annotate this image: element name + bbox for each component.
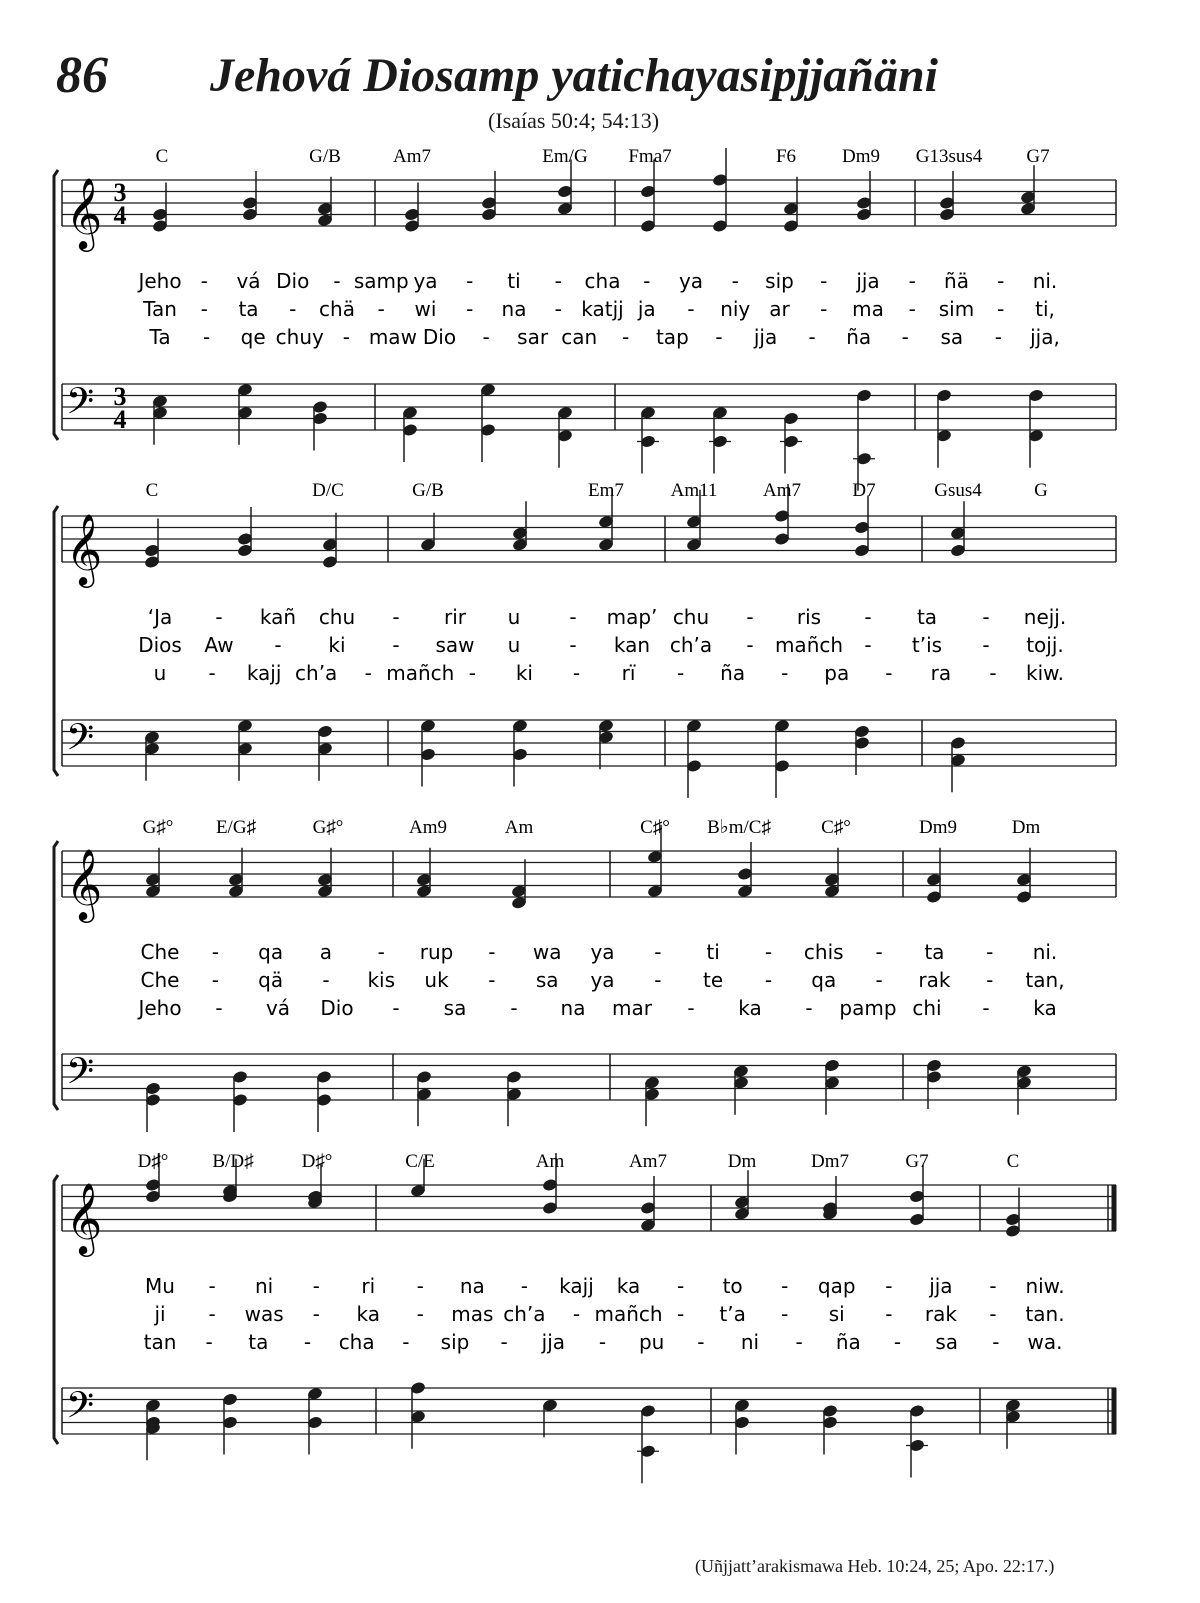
treble-clef: 𝄞 [65, 176, 103, 249]
treble-clef: 𝄞 [65, 1181, 103, 1254]
lyric-syllable: ti [507, 269, 521, 293]
lyric-hyphen: - [994, 325, 1003, 349]
lyric-hyphen: - [997, 297, 1005, 321]
lyric-hyphen: - [322, 968, 330, 992]
bass-clef: 𝄢 [65, 1384, 95, 1436]
lyric-hyphen: - [746, 633, 754, 657]
lyric-hyphen: - [820, 297, 828, 321]
lyric-syllable: Che [140, 968, 180, 992]
lyric-syllable: ja [637, 297, 656, 321]
lyric-syllable: can [561, 325, 598, 349]
lyric-syllable: na [501, 297, 527, 321]
chord-symbol: E/G♯ [215, 817, 257, 838]
lyric-syllable: katjj [581, 297, 624, 321]
lyric-syllable: pamp [839, 996, 897, 1020]
lyric-syllable: a [319, 940, 333, 964]
lyric-hyphen: - [215, 996, 223, 1020]
chord-symbol: Am [504, 817, 534, 838]
lyric-syllable: na [459, 1274, 485, 1298]
lyric-hyphen: - [208, 1302, 216, 1326]
chord-symbol: Am7 [763, 480, 801, 501]
lyric-hyphen: - [764, 940, 773, 964]
lyric-hyphen: - [211, 968, 219, 992]
lyric-hyphen: - [554, 269, 562, 293]
lyric-syllable: ta [924, 940, 945, 964]
chord-symbol: Fma7 [628, 146, 672, 167]
system-bracket [54, 1175, 58, 1444]
lyric-hyphen: - [676, 1274, 685, 1298]
chord-symbol: C [1006, 1151, 1020, 1172]
chord-symbol: C♯° [640, 817, 670, 838]
lyric-hyphen: - [598, 1330, 607, 1354]
lyric-syllable: ñä [944, 269, 969, 293]
chord-symbol: Dm [1011, 817, 1041, 838]
chord-symbol: Dm7 [811, 1151, 849, 1172]
lyric-syllable: Jeho [138, 269, 182, 293]
lyric-syllable: mañch [386, 661, 455, 685]
lyric-hyphen: - [764, 968, 773, 992]
lyric-hyphen: - [908, 297, 916, 321]
lyric-hyphen: - [864, 605, 872, 629]
lyric-syllable: Ta [149, 325, 171, 349]
lyric-hyphen: - [885, 661, 893, 685]
bass-clef: 𝄢 [65, 1050, 95, 1102]
lyric-syllable: tan [143, 1330, 177, 1354]
lyric-syllable: kiw. [1025, 661, 1065, 685]
lyric-syllable: ti, [1035, 297, 1055, 321]
lyric-hyphen: - [986, 940, 994, 964]
lyric-hyphen: - [482, 325, 490, 349]
lyric-hyphen: - [746, 605, 754, 629]
lyric-syllable: sip [440, 1330, 470, 1354]
lyric-hyphen: - [795, 1330, 803, 1354]
chord-symbol: F6 [775, 146, 797, 167]
lyric-syllable: ya [413, 269, 438, 293]
lyric-hyphen: - [654, 968, 662, 992]
chord-symbol: G13sus4 [915, 146, 983, 167]
lyric-syllable: kajj [246, 661, 282, 685]
lyric-syllable: chi [912, 996, 942, 1020]
lyric-syllable: ti [706, 940, 720, 964]
chord-symbol: D/C [312, 480, 344, 501]
lyric-syllable: to [722, 1274, 743, 1298]
chord-symbol: G♯° [312, 817, 344, 838]
lyric-hyphen: - [510, 996, 518, 1020]
system-bracket [54, 506, 58, 776]
lyric-syllable: cha [584, 269, 621, 293]
lyric-syllable: ña [846, 325, 872, 349]
lyric-syllable: tap [655, 325, 689, 349]
lyric-syllable: Mu [145, 1274, 175, 1298]
lyric-hyphen: - [781, 661, 789, 685]
chord-symbol: G7 [905, 1151, 929, 1172]
lyric-syllable: sa [535, 968, 559, 992]
lyric-syllable: ña [720, 661, 746, 685]
lyric-syllable: qe [240, 325, 266, 349]
chord-symbol: Am11 [670, 480, 718, 501]
lyric-syllable: ya [590, 940, 615, 964]
lyric-hyphen: - [303, 1330, 312, 1354]
lyric-syllable: tan. [1025, 1302, 1065, 1326]
lyric-syllable: jja [929, 1274, 953, 1298]
lyric-syllable: ni [255, 1274, 274, 1298]
lyric-syllable: chä [319, 297, 355, 321]
lyric-syllable: mas [451, 1302, 494, 1326]
lyric-syllable: cha [338, 1330, 375, 1354]
lyric-syllable: jja [753, 325, 778, 349]
lyric-hyphen: - [989, 661, 997, 685]
lyric-hyphen: - [312, 1302, 320, 1326]
lyric-syllable: ki [328, 633, 346, 657]
lyric-syllable: ta [248, 1330, 269, 1354]
lyric-hyphen: - [997, 269, 1005, 293]
lyric-syllable: Aw [204, 633, 234, 657]
treble-clef: 𝄞 [65, 847, 103, 920]
lyric-syllable: ka [1033, 996, 1057, 1020]
lyric-hyphen: - [392, 996, 400, 1020]
lyric-hyphen: - [805, 996, 813, 1020]
lyric-syllable: pa [824, 661, 850, 685]
lyric-syllable: Dio [276, 269, 310, 293]
lyric-syllable: chuy [275, 325, 324, 349]
chord-symbol: C [155, 146, 169, 167]
lyric-syllable: chis [803, 940, 844, 964]
lyric-syllable: ‘Ja [147, 605, 173, 629]
lyric-hyphen: - [908, 269, 916, 293]
hymn-number: 86 [56, 47, 108, 104]
lyric-hyphen: - [377, 297, 385, 321]
lyric-syllable: sa [940, 325, 964, 349]
lyric-hyphen: - [466, 269, 474, 293]
lyric-hyphen: - [781, 1302, 789, 1326]
lyric-syllable: kañ [259, 605, 297, 629]
chord-symbol: Am9 [409, 817, 447, 838]
chord-symbol: G♯° [142, 817, 174, 838]
lyric-hyphen: - [333, 269, 341, 293]
lyric-hyphen: - [986, 968, 994, 992]
lyric-hyphen: - [289, 297, 297, 321]
lyric-syllable: wa. [1027, 1330, 1063, 1354]
lyric-hyphen: - [885, 1274, 893, 1298]
lyric-hyphen: - [392, 605, 400, 629]
lyric-syllable: si [828, 1302, 845, 1326]
lyric-syllable: ka [616, 1274, 641, 1298]
lyric-syllable: ña [835, 1330, 861, 1354]
lyric-syllable: rï [621, 661, 636, 685]
chord-symbol: G7 [1026, 146, 1050, 167]
lyric-hyphen: - [342, 325, 350, 349]
lyric-hyphen: - [569, 605, 577, 629]
chord-symbol: Dm [727, 1151, 757, 1172]
lyric-syllable: chu [318, 605, 356, 629]
lyric-syllable: t’is [911, 633, 943, 657]
lyric-syllable: mañch [594, 1302, 663, 1326]
lyric-hyphen: - [875, 940, 883, 964]
lyric-hyphen: - [989, 1274, 997, 1298]
lyric-hyphen: - [202, 325, 211, 349]
lyric-syllable: ch’a [669, 633, 713, 657]
lyric-syllable: qa [811, 968, 837, 992]
lyric-hyphen: - [875, 968, 883, 992]
lyric-syllable: Tan [143, 297, 177, 321]
lyric-hyphen: - [885, 1302, 893, 1326]
lyric-hyphen: - [572, 661, 581, 685]
lyric-syllable: ch’a [295, 661, 338, 685]
chord-symbol: B/D♯ [212, 1151, 254, 1172]
lyric-syllable: wi [414, 297, 437, 321]
lyric-syllable: ri [361, 1274, 376, 1298]
lyric-hyphen: - [520, 1274, 529, 1298]
lyric-syllable: rir [443, 605, 467, 629]
lyric-syllable: te [703, 968, 724, 992]
lyric-hyphen: - [364, 661, 372, 685]
lyric-syllable: jja [856, 269, 880, 293]
chord-symbol: C [145, 480, 159, 501]
lyric-syllable: qä [258, 968, 284, 992]
lyric-syllable: ka [738, 996, 762, 1020]
bass-clef: 𝄢 [65, 380, 95, 432]
lyric-hyphen: - [820, 269, 828, 293]
chord-symbol: D♯° [137, 1151, 169, 1172]
lyric-hyphen: - [488, 940, 496, 964]
lyric-hyphen: - [312, 1274, 320, 1298]
lyric-syllable: ka [356, 1302, 380, 1326]
lyric-syllable: rak [924, 1302, 957, 1326]
lyric-syllable: rup [419, 940, 454, 964]
chord-symbol: B♭m/C♯ [707, 817, 771, 838]
chord-symbol: G [1034, 480, 1048, 501]
lyric-syllable: ya [590, 968, 615, 992]
lyric-hyphen: - [982, 633, 990, 657]
time-signature-bottom: 4 [113, 201, 127, 230]
lyric-hyphen: - [676, 1302, 685, 1326]
lyric-syllable: ta [238, 297, 259, 321]
lyric-syllable: u [507, 605, 521, 629]
lyric-syllable: jja, [1030, 325, 1060, 349]
lyric-syllable: u [153, 661, 167, 685]
chord-symbol: Em/G [542, 146, 588, 167]
lyric-hyphen: - [687, 996, 695, 1020]
chord-symbol: G/B [309, 146, 341, 167]
chord-symbol: Am7 [393, 146, 431, 167]
lyric-hyphen: - [982, 996, 990, 1020]
lyric-syllable: ji [154, 1302, 166, 1326]
lyric-syllable: mañch [774, 633, 844, 657]
lyric-syllable: Dio [422, 325, 457, 349]
time-signature-top: 3 [113, 178, 127, 207]
lyric-syllable: sip [765, 269, 794, 293]
lyric-syllable: sa [443, 996, 467, 1020]
lyric-syllable: ni [740, 1330, 760, 1354]
lyric-hyphen: - [893, 1330, 902, 1354]
treble-clef: 𝄞 [65, 512, 103, 585]
lyric-hyphen: - [808, 325, 816, 349]
lyric-syllable: map’ [606, 605, 658, 629]
lyric-hyphen: - [208, 661, 216, 685]
lyric-syllable: pu [638, 1330, 665, 1354]
lyric-syllable: wa [532, 940, 562, 964]
lyric-syllable: ni. [1032, 940, 1058, 964]
footer-reference: (Uñjjatt’arakismawa Heb. 10:24, 25; Apo. 22:17.) [695, 1556, 1055, 1576]
lyric-syllable: saw [435, 633, 475, 657]
lyric-syllable: rak [918, 968, 951, 992]
lyric-hyphen: - [402, 1330, 410, 1354]
lyric-hyphen: - [643, 269, 651, 293]
lyric-hyphen: - [466, 297, 474, 321]
lyric-hyphen: - [572, 1302, 581, 1326]
lyric-syllable: uk [424, 968, 449, 992]
lyric-hyphen: - [377, 940, 385, 964]
system-bracket [54, 841, 58, 1110]
lyric-hyphen: - [211, 940, 219, 964]
system-bracket [54, 170, 58, 440]
lyric-hyphen: - [781, 1274, 789, 1298]
lyric-syllable: ris [796, 605, 822, 629]
lyric-hyphen: - [697, 1330, 705, 1354]
lyric-hyphen: - [200, 297, 208, 321]
lyric-hyphen: - [200, 269, 208, 293]
scripture-reference: (Isaías 50:4; 54:13) [488, 108, 660, 133]
lyric-syllable: tojj. [1026, 633, 1064, 657]
lyric-hyphen: - [416, 1274, 424, 1298]
hymn-title: Jehová Diosamp yatichayasipjjañäni [210, 49, 939, 102]
lyric-syllable: vá [265, 996, 291, 1020]
lyric-hyphen: - [468, 661, 476, 685]
chord-symbol: D7 [852, 480, 876, 501]
lyric-syllable: ni. [1032, 269, 1058, 293]
lyric-syllable: niy [720, 297, 751, 321]
lyric-syllable: ya [678, 269, 704, 293]
time-signature-top: 3 [113, 382, 127, 411]
lyric-syllable: tan, [1025, 968, 1065, 992]
lyric-syllable: kajj [559, 1274, 594, 1298]
chord-symbol: Dm9 [842, 146, 880, 167]
lyric-hyphen: - [416, 1302, 424, 1326]
lyric-syllable: t’a [719, 1302, 746, 1326]
chord-symbol: C♯° [821, 817, 851, 838]
chord-symbol: Am7 [629, 1151, 667, 1172]
lyric-hyphen: - [901, 325, 909, 349]
lyric-hyphen: - [622, 325, 630, 349]
chord-symbol: C/E [405, 1151, 435, 1172]
lyric-hyphen: - [687, 297, 695, 321]
chord-symbol: D♯° [301, 1151, 333, 1172]
lyric-syllable: sar [517, 325, 549, 349]
lyric-syllable: u [507, 633, 521, 657]
lyric-syllable: samp [353, 269, 409, 293]
lyric-hyphen: - [982, 605, 990, 629]
lyric-hyphen: - [992, 1330, 1000, 1354]
bass-clef: 𝄢 [65, 716, 95, 768]
lyric-hyphen: - [569, 633, 577, 657]
lyric-hyphen: - [274, 633, 282, 657]
lyric-hyphen: - [676, 661, 685, 685]
lyric-hyphen: - [215, 605, 223, 629]
lyric-syllable: maw [368, 325, 417, 349]
lyric-syllable: chu [672, 605, 710, 629]
lyric-syllable: Che [140, 940, 180, 964]
chord-symbol: G/B [412, 480, 444, 501]
time-signature-bottom: 4 [113, 405, 127, 434]
lyric-syllable: kis [367, 968, 396, 992]
lyric-hyphen: - [208, 1274, 216, 1298]
lyric-syllable: ch’a [503, 1302, 546, 1326]
lyric-syllable: niw. [1025, 1274, 1065, 1298]
lyric-hyphen: - [715, 325, 723, 349]
lyric-hyphen: - [554, 297, 562, 321]
lyric-syllable: Jeho [138, 996, 182, 1020]
lyric-syllable: qa [258, 940, 284, 964]
lyric-syllable: ki [515, 661, 533, 685]
lyric-syllable: mar [612, 996, 652, 1020]
lyric-syllable: kan [613, 633, 651, 657]
lyric-syllable: sim [938, 297, 975, 321]
chord-symbol: Gsus4 [934, 480, 982, 501]
lyric-hyphen: - [488, 968, 496, 992]
lyric-hyphen: - [205, 1330, 213, 1354]
lyric-syllable: was [244, 1302, 284, 1326]
lyric-syllable: Dio [320, 996, 354, 1020]
lyric-syllable: ra [930, 661, 952, 685]
chord-symbol: Em7 [588, 480, 624, 501]
lyric-hyphen: - [500, 1330, 508, 1354]
lyric-hyphen: - [654, 940, 662, 964]
lyric-syllable: jja [541, 1330, 566, 1354]
lyric-syllable: na [560, 996, 586, 1020]
lyric-syllable: qap [817, 1274, 856, 1298]
lyric-syllable: nejj. [1023, 605, 1067, 629]
chord-symbol: Dm9 [919, 817, 957, 838]
lyric-hyphen: - [731, 269, 739, 293]
lyric-syllable: ma [852, 297, 884, 321]
lyric-syllable: Dios [138, 633, 182, 657]
lyric-hyphen: - [864, 633, 872, 657]
lyric-syllable: vá [236, 269, 261, 293]
lyric-hyphen: - [989, 1302, 997, 1326]
chord-symbol: Am [535, 1151, 565, 1172]
lyric-hyphen: - [392, 633, 400, 657]
lyric-syllable: ar [769, 297, 790, 321]
lyric-syllable: sa [935, 1330, 959, 1354]
lyric-syllable: ta [916, 605, 938, 629]
